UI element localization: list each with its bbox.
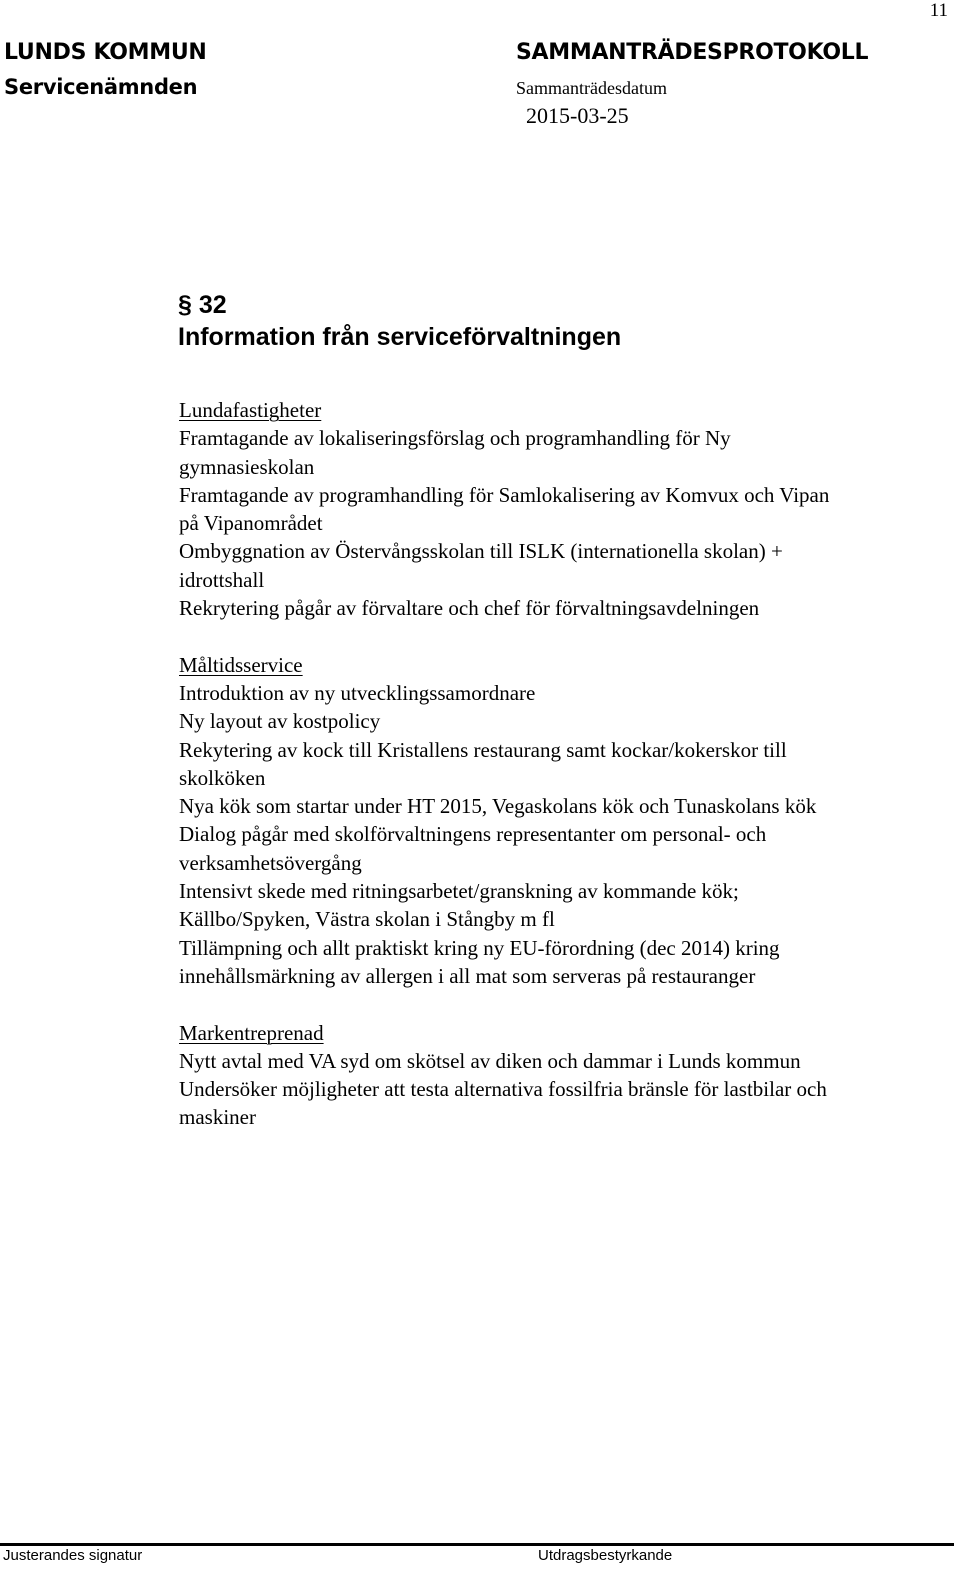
content-line: på Vipanområdet — [179, 511, 323, 536]
section-number: § 32 — [178, 291, 227, 319]
paragraph-gap — [179, 990, 949, 1018]
section-title: Information från serviceförvaltningen — [178, 323, 622, 351]
content-line: Framtagande av programhandling för Samlokalisering av Komvux och Vipan — [179, 482, 830, 507]
group-maltidsservice — [179, 651, 949, 991]
footer-signature-label: Justerandes signatur — [3, 1547, 143, 1564]
group-heading: Markentreprenad — [179, 1020, 324, 1045]
content-line: Undersöker möjligheter att testa alternativa fossilfria bränsle för lastbilar och — [179, 1077, 827, 1102]
group-heading: Lundafastigheter — [179, 398, 322, 422]
meeting-date-label: Sammanträdesdatum — [516, 78, 667, 98]
board-name: Servicenämnden — [4, 75, 198, 99]
content-line: skolköken — [179, 765, 266, 790]
content-line: Introduktion av ny utvecklingssamordnare — [179, 680, 536, 705]
content-line: gymnasieskolan — [179, 454, 315, 479]
content-line: Nytt avtal med VA syd om skötsel av diken och dammar i Lunds kommun — [179, 1048, 801, 1073]
content-line: Tillämpning och allt praktiskt kring ny EU-förordning (dec 2014) kring — [179, 935, 780, 960]
meeting-date: 2015-03-25 — [526, 103, 629, 128]
content-line: Nya kök som startar under HT 2015, Vegaskolans kök och Tunaskolans kök — [179, 794, 817, 819]
protocol-content — [179, 396, 949, 1132]
content-line: Rekrytering pågår av förvaltare och chef för förvaltningsavdelningen — [179, 596, 760, 621]
content-line: idrottshall — [179, 567, 265, 592]
content-line: Framtagande av lokaliseringsförslag och programhandling för Ny — [179, 426, 731, 451]
paragraph-gap — [179, 622, 949, 650]
document-type: SAMMANTRÄDESPROTOKOLL — [516, 40, 869, 65]
content-line: Ny layout av kostpolicy — [179, 709, 381, 734]
organization-name: LUNDS KOMMUN — [4, 40, 207, 65]
page-number: 11 — [929, 0, 948, 21]
content-line: maskiner — [179, 1105, 256, 1130]
content-line: verksamhetsövergång — [179, 850, 362, 875]
content-line: Källbo/Spyken, Västra skolan i Stångby m fl — [179, 907, 555, 932]
footer-rule — [0, 1543, 954, 1546]
content-line: Dialog pågår med skolförvaltningens representanter om personal- och — [179, 822, 767, 847]
group-lundafastigheter — [179, 396, 949, 622]
group-heading: Måltidsservice — [179, 652, 303, 677]
content-line: innehållsmärkning av allergen i all mat som serveras på restauranger — [179, 963, 756, 988]
content-line: Rekytering av kock till Kristallens restaurang samt kockar/kokerskor till — [179, 737, 787, 762]
group-markentreprenad — [179, 1019, 949, 1132]
section-heading — [178, 289, 621, 353]
content-line: Ombyggnation av Östervångsskolan till ISLK (internationella skolan) + — [179, 539, 783, 564]
footer-certification-label: Utdragsbestyrkande — [538, 1547, 673, 1564]
content-line: Intensivt skede med ritningsarbetet/granskning av kommande kök; — [179, 879, 739, 904]
